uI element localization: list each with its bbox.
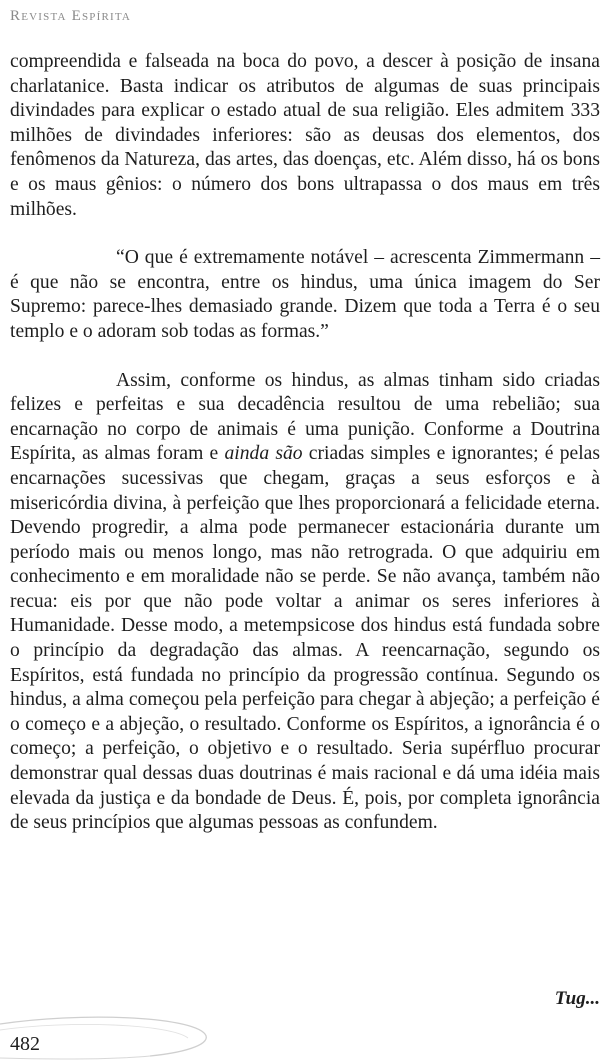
paragraph-1: compreendida e falseada na boca do povo, a descer à posição de insana charlatanice. Basta indicar os atributos de algumas de suas principais divindades para explicar o estado atual de sua religião. Eles admitem 333 milhões de divindades inferiores: são as deusas dos elementos, dos fenômenos da Natureza, das artes, das doenças, etc. Além disso, há os bons e os maus gênios: o número dos bons ultrapassa o dos maus em três milhões. — [10, 51, 600, 220]
running-header: Revista Espírita — [10, 8, 132, 24]
page-number: 482 — [10, 1033, 40, 1055]
author-signature: Tug... — [554, 988, 600, 1009]
footer-swoosh-ornament — [0, 1010, 280, 1064]
paragraph-3 — [10, 369, 600, 836]
paragraph-3-emphasis: ainda são — [224, 443, 303, 465]
paragraph-2-quote: “O que é extremamente notável – acrescenta Zimmermann – é que não se encontra, entre os hindus, uma única imagem do Ser Supremo: parece-lhes demasiado grande. Dizem que toda a Terra é o seu templo e o adoram sob todas as formas.” — [10, 247, 600, 342]
paragraph-3-start: Assim, conforme os hindus, as almas tinham sido criadas felizes e perfeitas e sua decadência resultou de uma rebelião; sua encarnação no corpo de animais é uma punição. Conforme a Doutrina Espírita, as almas foram e — [10, 369, 600, 465]
article-body — [10, 50, 600, 836]
paragraph-3-end: criadas simples e ignorantes; é pelas encarnações sucessivas que chegam, graças a seus esforços e à misericórdia divina, à perfeição que lhes proporcionará a felicidade eterna. Devendo progredir, a alma pode permanecer estacionária durante um período mais ou menos longo, mas não retrograda. O que adquiriu em conhecimento e em moralidade não se perde. Se não avança, também não recua: eis por que não pode voltar a animar os seres inferiores à Humanidade. Desse modo, a metempsicose dos hindus está fundada sobre o princípio da degradação das almas. A reencarnação, segundo os Espíritos, está fundada no princípio da progressão contínua. Segundo os hindus, a alma começou pela perfeição para chegar à abjeção; a perfeição é o começo e a abjeção, o resultado. Conforme os Espíritos, a ignorância é o começo; a perfeição, o objetivo e o resultado. Seria supérfluo procurar demonstrar qual dessas duas doutrinas é mais racional e dá uma idéia mais elevada da justiça e da bondade de Deus. É, pois, por completa ignorância de seus princípios que algumas pessoas as confundem. — [10, 443, 600, 834]
